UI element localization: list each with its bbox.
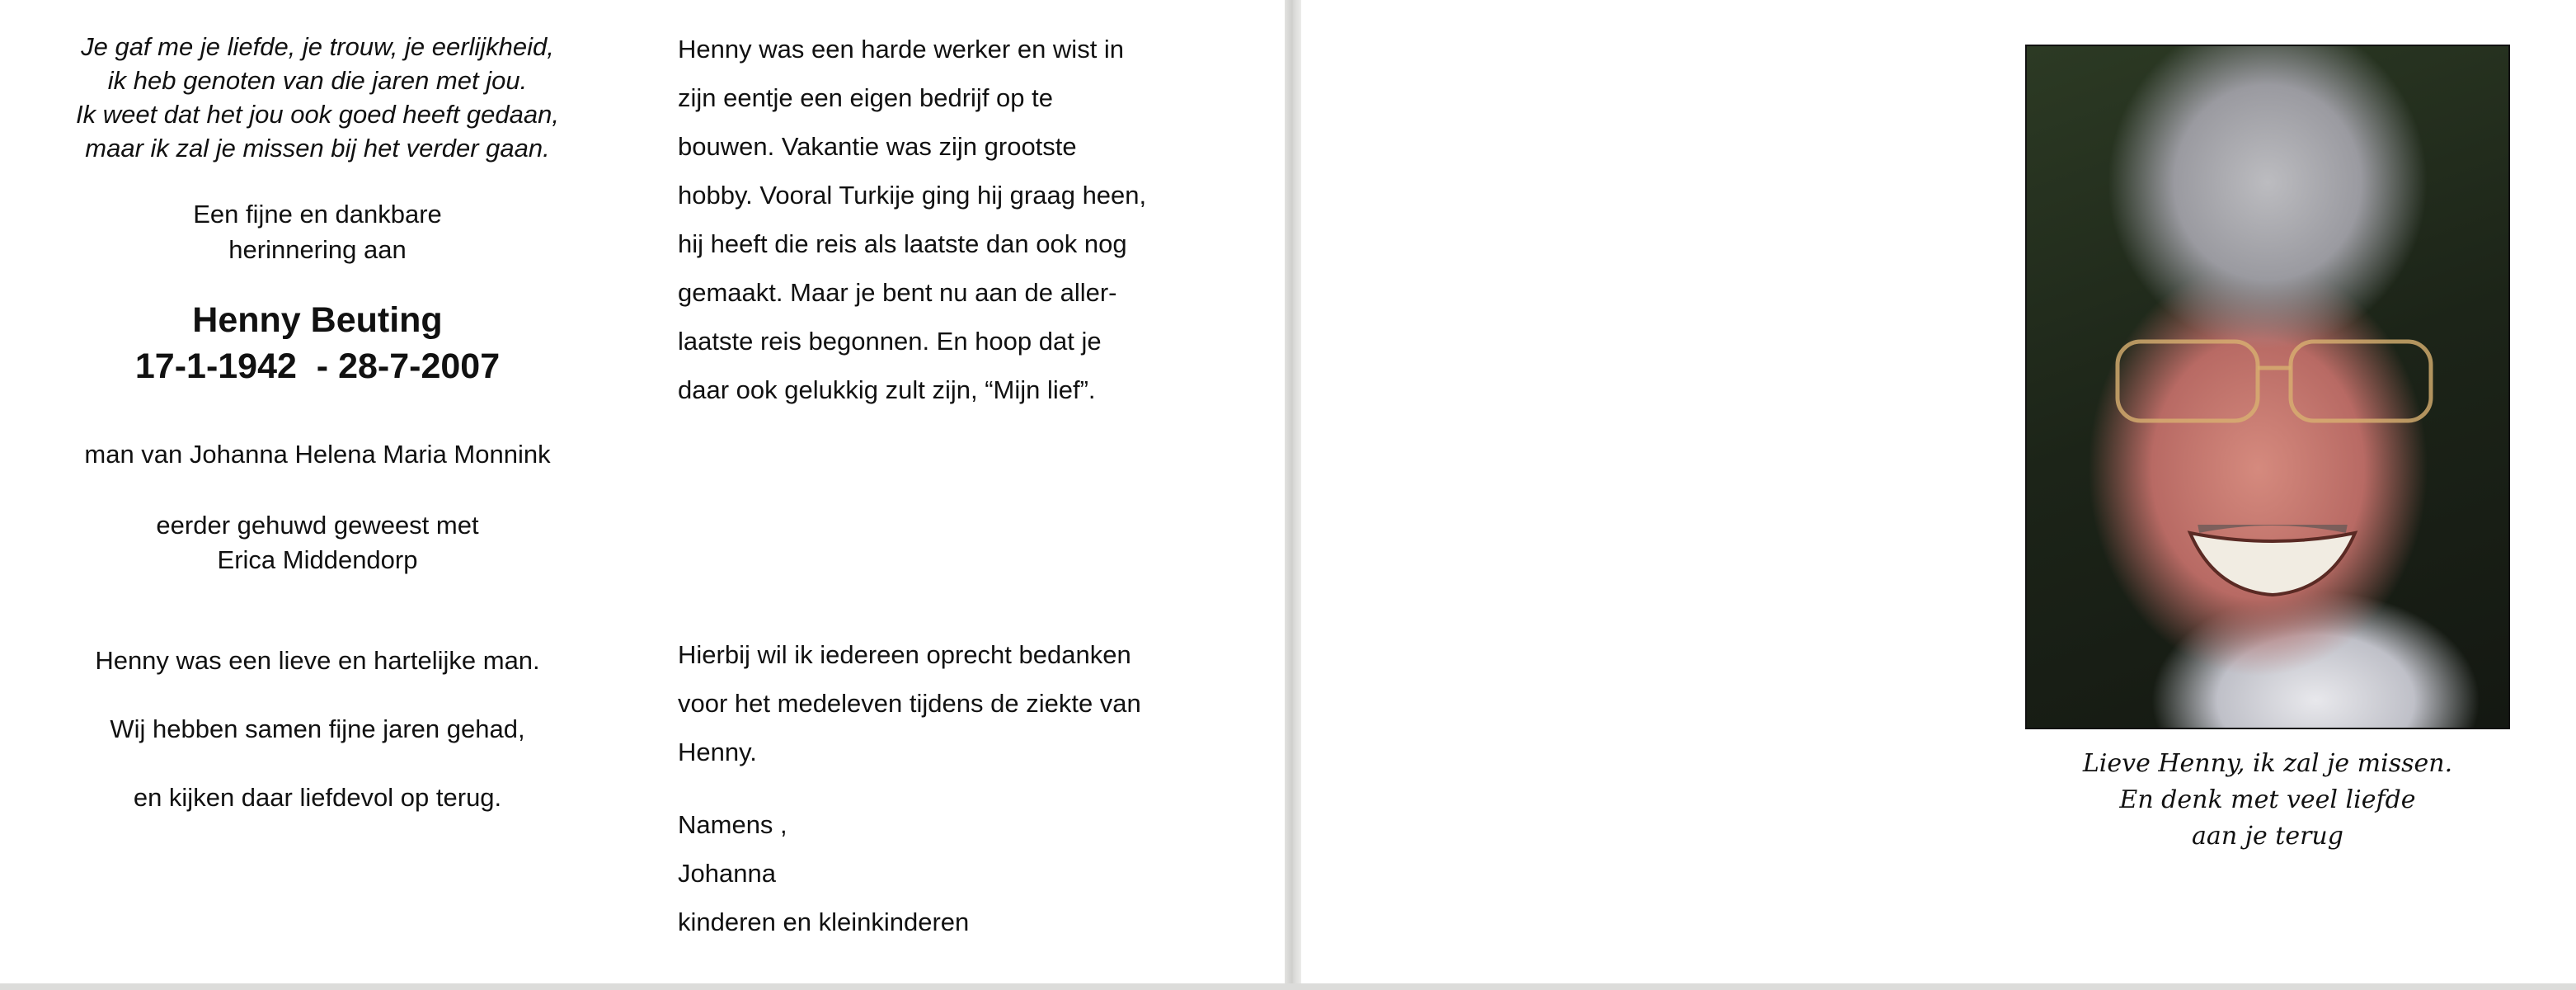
thanks-line: Henny. xyxy=(678,738,757,766)
story-line: daar ook gelukkig zult zijn, “Mijn lief”. xyxy=(678,375,1096,404)
previous-marriage xyxy=(33,508,602,578)
photo-caption xyxy=(2025,746,2510,855)
remembrance-intro xyxy=(33,196,602,267)
caption-line: Lieve Henny, ik zal je missen. xyxy=(2082,749,2453,778)
intro-line: Een fijne en dankbare xyxy=(193,200,442,229)
tribute-line: en kijken daar liefdevol op terug. xyxy=(133,783,502,812)
life-dates: 17-1-1942 - 28-7-2007 xyxy=(134,346,501,386)
story-line: gemaakt. Maar je bent nu aan de aller- xyxy=(678,278,1117,307)
memorial-poem xyxy=(33,30,602,165)
previous-marriage-line: Erica Middendorp xyxy=(217,545,418,574)
life-story xyxy=(678,25,1255,414)
tribute-line: Wij hebben samen fijne jaren gehad, xyxy=(110,714,525,743)
thanks-line: voor het medeleven tijdens de ziekte van xyxy=(678,689,1141,718)
story-line: hij heeft die reis als laatste dan ook nog xyxy=(678,229,1127,258)
poem-line: maar ik zal je missen bij het verder gaan. xyxy=(85,134,550,163)
tribute-line: Henny was een lieve en hartelijke man. xyxy=(95,646,540,675)
story-line: laatste reis begonnen. En hoop dat je xyxy=(678,327,1102,356)
story-line: bouwen. Vakantie was zijn grootste xyxy=(678,132,1077,161)
previous-marriage-line: eerder gehuwd geweest met xyxy=(156,511,479,540)
card-bottom-edge xyxy=(0,983,2576,990)
signature-line: Johanna xyxy=(678,859,776,888)
tribute-text xyxy=(33,644,602,849)
signature-block xyxy=(678,800,1255,946)
husband-of-line: man van Johanna Helena Maria Monnink xyxy=(84,440,551,469)
thanks-line: Hierbij wil ik iedereen oprecht bedanken xyxy=(678,640,1131,669)
poem-line: Ik weet dat het jou ook goed heeft gedaan, xyxy=(75,100,559,129)
caption-line: aan je terug xyxy=(2192,822,2343,851)
poem-line: ik heb genoten van die jaren met jou. xyxy=(107,66,528,95)
smile-shape xyxy=(2182,525,2363,599)
thank-you-note xyxy=(678,630,1255,776)
story-line: zijn eentje een eigen bedrijf op te xyxy=(678,83,1053,112)
portrait-photo xyxy=(2025,45,2510,729)
signature-line: kinderen en kleinkinderen xyxy=(678,908,970,936)
signature-line: Namens , xyxy=(678,810,787,839)
intro-line: herinnering aan xyxy=(228,235,407,264)
deceased-name: Henny Beuting xyxy=(192,300,443,340)
card-fold xyxy=(1285,0,1301,990)
poem-line: Je gaf me je liefde, je trouw, je eerlijkheid, xyxy=(81,32,554,61)
glasses-shape xyxy=(2101,327,2447,434)
story-line: Henny was een harde werker en wist in xyxy=(678,35,1125,64)
caption-line: En denk met veel liefde xyxy=(2119,785,2416,814)
story-line: hobby. Vooral Turkije ging hij graag heen, xyxy=(678,181,1147,210)
